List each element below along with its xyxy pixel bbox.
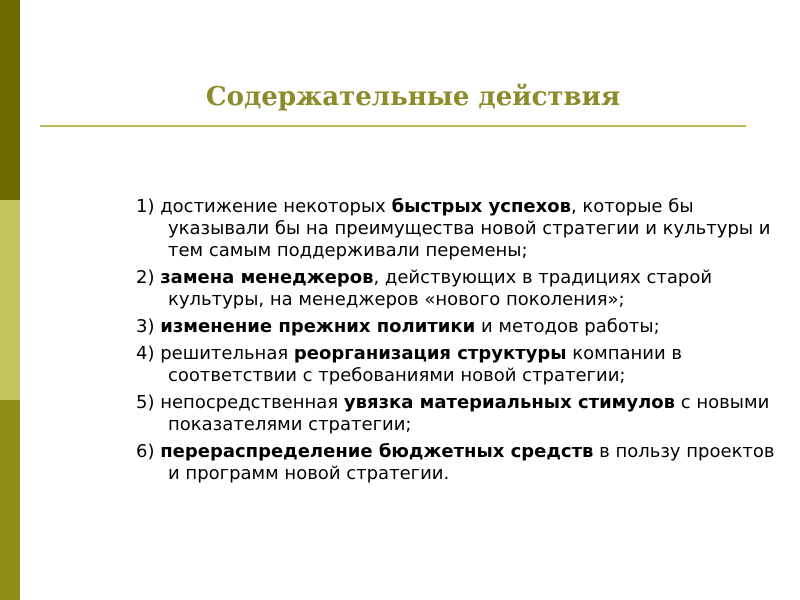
list-item [136,196,776,262]
sidebar-band-bottom [0,400,20,600]
item-number: 1) [136,196,155,217]
action-list [136,196,776,490]
item-number: 3) [136,316,155,337]
list-item [136,441,776,485]
item-text-post: и методов работы; [475,316,660,337]
item-text-bold: замена менеджеров [160,267,374,288]
slide-title: Содержательные действия [205,82,621,112]
item-text-bold: изменение прежних политики [160,316,476,337]
item-text-bold: перераспределение бюджетных средств [160,441,594,462]
item-text-pre: достижение некоторых [160,196,386,217]
list-item [136,343,776,387]
item-text-pre: решительная [160,343,289,364]
item-text-bold: увязка материальных стимулов [343,392,676,413]
list-item [136,392,776,436]
sidebar-band-top [0,0,20,200]
item-number: 4) [136,343,155,364]
item-text-post: , действующих в традициях старой культуры, на менеджеров «нового поколения»; [168,267,713,310]
item-text-post: с новыми показателями стратегии; [168,392,770,435]
item-text-post: компании в соответствии с требованиями новой стратегии; [168,343,682,386]
item-text-post: , которые бы указывали бы на преимущества новой стратегии и культуры и тем самым поддерживали перемены; [168,196,771,261]
item-text-post: в пользу проектов и программ новой стратегии. [168,441,775,484]
item-number: 5) [136,392,155,413]
sidebar-decoration [0,0,20,600]
item-text-bold: реорганизация структуры [293,343,567,364]
item-number: 6) [136,441,155,462]
list-item [136,267,776,311]
item-text-bold: быстрых успехов [391,196,571,217]
list-item [136,316,776,338]
sidebar-band-middle [0,200,20,400]
item-text-pre: непосредственная [160,392,339,413]
title-underline [40,125,746,127]
item-number: 2) [136,267,155,288]
